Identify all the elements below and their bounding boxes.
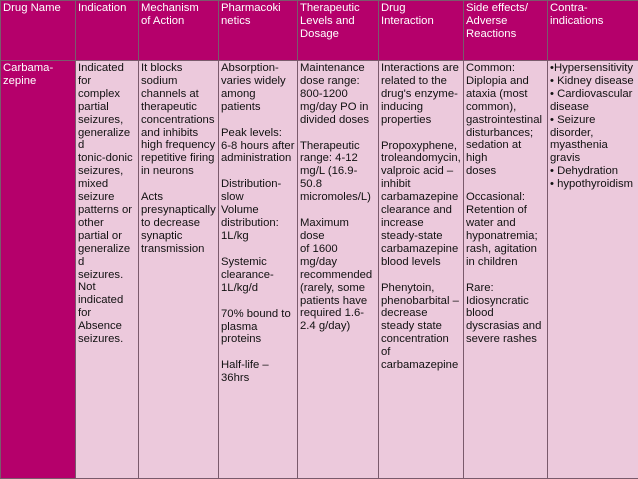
- pk-para: Distribution- slow Volume distribution: 1L/kg: [221, 178, 282, 242]
- mechanism-para: Acts presynaptically to decrease synaptic transmission: [141, 191, 216, 255]
- contraindication-item: • Cardiovascular disease: [550, 87, 633, 113]
- table-row: [1, 61, 638, 479]
- contraindications-cell: [548, 61, 638, 479]
- side-effects-para: Rare: Idiosyncratic blood dyscrasias and severe rashes: [466, 281, 542, 346]
- interaction-cell: [379, 61, 464, 479]
- interaction-para: Propoxyphene, troleandomycin, valproic acid – inhibit carbamazepine clearance and increase steady-state carbamazepine blood levels: [381, 139, 461, 268]
- therapeutic-para: Maximum dose of 1600 mg/day recommended (rarely, some patients have required 1.6- 2.4 g/day): [300, 217, 373, 333]
- header-side-effects: Side effects/ Adverse Reactions: [464, 1, 548, 61]
- pk-para: Half-life – 36hrs: [221, 359, 269, 385]
- contraindication-item: • Dehydration: [550, 165, 619, 178]
- pharmacokinetics-cell: [219, 61, 298, 479]
- contraindication-item: • hypothyroidism: [550, 178, 634, 191]
- drug-name-cell: [1, 61, 76, 479]
- pk-para: Peak levels: 6-8 hours after administration: [221, 126, 295, 165]
- mechanism-cell: [139, 61, 219, 479]
- header-drug-name: Drug Name: [1, 1, 76, 61]
- indication-text: Indicated for complex partial seizures, generalized tonic-donic seizures, mixed seizure patterns or other partial or generalized seizures. Not indicated for Absence seizures.: [78, 62, 133, 346]
- therapeutic-para: Maintenance dose range: 800-1200 mg/day PO in divided doses: [300, 62, 370, 126]
- side-effects-cell: [464, 61, 548, 479]
- header-contraindications: Contra- indications: [548, 1, 638, 61]
- mechanism-para: It blocks sodium channels at therapeutic concentrations and inhibits high frequency repetitive firing in neurons: [141, 62, 216, 178]
- header-therapeutic: Therapeutic Levels and Dosage: [298, 1, 379, 61]
- pk-para: Absorption- varies widely among patients: [221, 62, 286, 113]
- table-header-row: [1, 1, 638, 61]
- side-effects-para: Occasional: Retention of water and hyponatremia; rash, agitation in children: [466, 191, 538, 268]
- side-effects-para: Common: Diplopia and ataxia (most common), gastrointestinal disturbances; sedation at high doses: [466, 62, 542, 178]
- drug-name: Carbama- zepine: [3, 62, 54, 87]
- pk-para: 70% bound to plasma proteins: [221, 307, 291, 346]
- contraindication-item: • Kidney disease: [550, 74, 634, 87]
- pk-para: Systemic clearance- 1L/kg/d: [221, 255, 274, 294]
- header-pharmacokinetics: Pharmacoki netics: [219, 1, 298, 61]
- header-mechanism: Mechanism of Action: [139, 1, 219, 61]
- header-indication: Indication: [76, 1, 139, 61]
- therapeutic-cell: [298, 61, 379, 479]
- contraindication-item: •Hypersensitivity: [550, 62, 634, 74]
- indication-cell: [76, 61, 139, 479]
- interaction-para: Phenytoin, phenobarbital – decrease steady state concentration of carbamazepine: [381, 281, 459, 372]
- header-interaction: Drug Interaction: [379, 1, 464, 61]
- contraindication-item: • Seizure disorder, myasthenia gravis: [550, 113, 608, 165]
- interaction-para: Interactions are related to the drug's enzyme- inducing properties: [381, 62, 459, 126]
- therapeutic-para: Therapeutic range: 4-12 mg/L (16.9- 50.8 micromoles/L): [300, 139, 371, 204]
